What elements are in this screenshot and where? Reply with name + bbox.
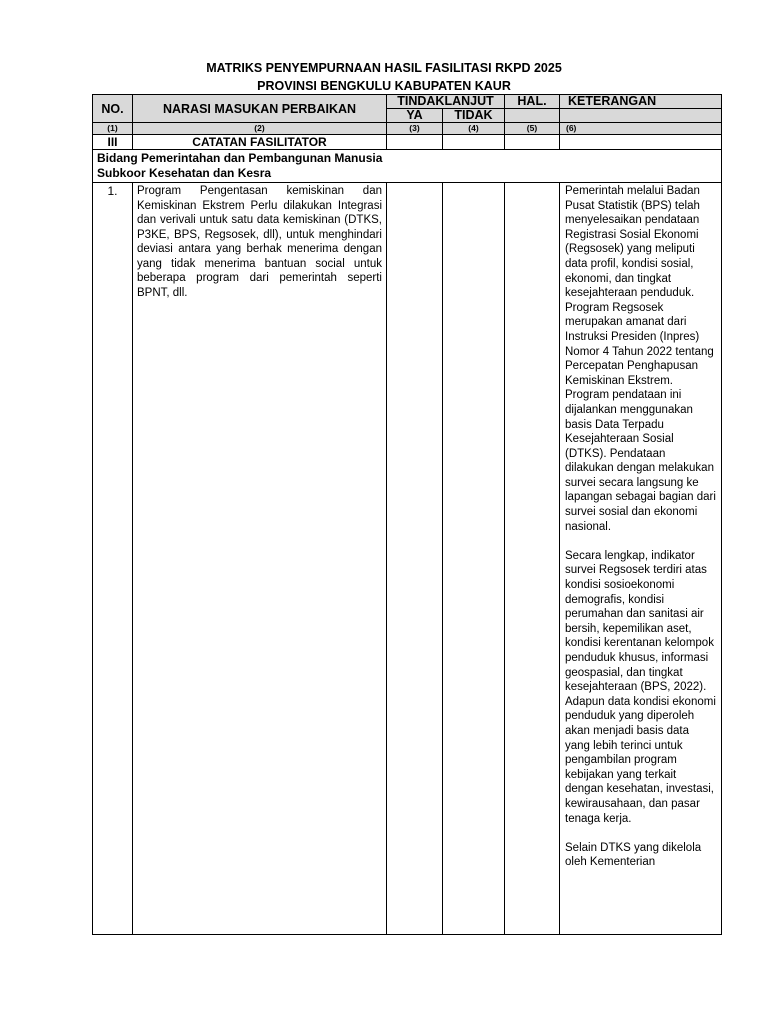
- empty-cell: [505, 135, 560, 150]
- header-tindaklanjut: TINDAKLANJUT: [387, 95, 505, 109]
- row-narasi: Program Pengentasan kemiskinan dan Kemiskinan Ekstrem Perlu dilakukan Integrasi dan verivali untuk satu data kemiskinan (DTKS, P3KE, BPS, Regsosek, dll), untuk menghindari deviasi antara yang berhak menerima dengan yang tidak menerima bantuan social untuk beberapa program dari pemerintah seperti BPNT, dll.: [133, 183, 387, 935]
- keterangan-paragraph: Selain DTKS yang dikelola oleh Kementerian: [565, 841, 702, 869]
- column-number: (2): [133, 123, 387, 135]
- column-number: (4): [443, 123, 505, 135]
- header-no: NO.: [93, 95, 133, 123]
- table-row: [93, 183, 722, 935]
- matrix-table: [92, 94, 722, 935]
- row-ya: [387, 183, 443, 935]
- header-hal-empty: [505, 109, 560, 123]
- subkoor-label: Subkoor Kesehatan dan Kesra: [97, 166, 272, 180]
- keterangan-paragraph: Secara lengkap, indikator survei Regsosek terdiri atas kondisi sosioekonomi demografis, kondisi perumahan dan sanitasi air bersih, kepemilikan aset, kondisi kerentanan kelompok penduduk khusus, informasi geospasial, dan tingkat kesejahteraan (BPS, 2022). Adapun data kondisi ekonomi penduduk yang diperoleh akan menjadi basis data yang lebih terinci untuk pengambilan program kebijakan yang terkait dengan kesehatan, investasi, kewirausahaan, dan pasar tenaga kerja.: [565, 549, 716, 825]
- section-number: III: [93, 135, 133, 150]
- row-hal: [505, 183, 560, 935]
- column-number: (3): [387, 123, 443, 135]
- document-subtitle: PROVINSI BENGKULU KABUPATEN KAUR: [257, 79, 511, 93]
- keterangan-paragraph: Pemerintah melalui Badan Pusat Statistik (BPS) telah menyelesaikan pendataan Registrasi Sosial Ekonomi (Regsosek) yang meliputi data profil, kondisi sosial, ekonomi, dan tingkat kesejahteraan penduduk. Program Regsosek merupakan amanat dari Instruksi Presiden (Inpres) Nomor 4 Tahun 2022 tentang Percepatan Penghapusan Kemiskinan Ekstrem. Program pendataan ini dijalankan menggunakan basis Data Terpadu Kesejahteraan Sosial (DTKS). Pendataan dilakukan dengan melakukan survei secara langsung ke lapangan sebagai bagian dari survei sosial dan ekonomi nasional.: [565, 185, 716, 533]
- section-label: CATATAN FASILITATOR: [133, 135, 387, 150]
- column-number: (5): [505, 123, 560, 135]
- empty-cell: [443, 135, 505, 150]
- header-tidak: TIDAK: [443, 109, 505, 123]
- empty-cell: [560, 135, 722, 150]
- header-ya: YA: [387, 109, 443, 123]
- row-number: 1.: [93, 183, 133, 935]
- row-tidak: [443, 183, 505, 935]
- header-keterangan: KETERANGAN: [560, 95, 722, 109]
- row-keterangan: [560, 183, 722, 935]
- bidang-label: Bidang Pemerintahan dan Pembangunan Manusia: [97, 151, 383, 165]
- bidang-row: [93, 150, 722, 183]
- header-hal: HAL.: [505, 95, 560, 109]
- column-number: (1): [93, 123, 133, 135]
- header-narasi: NARASI MASUKAN PERBAIKAN: [133, 95, 387, 123]
- empty-cell: [387, 135, 443, 150]
- document-title: MATRIKS PENYEMPURNAAN HASIL FASILITASI RKPD 2025: [206, 61, 562, 75]
- header-keterangan-empty: [560, 109, 722, 123]
- column-number: (6): [560, 123, 722, 135]
